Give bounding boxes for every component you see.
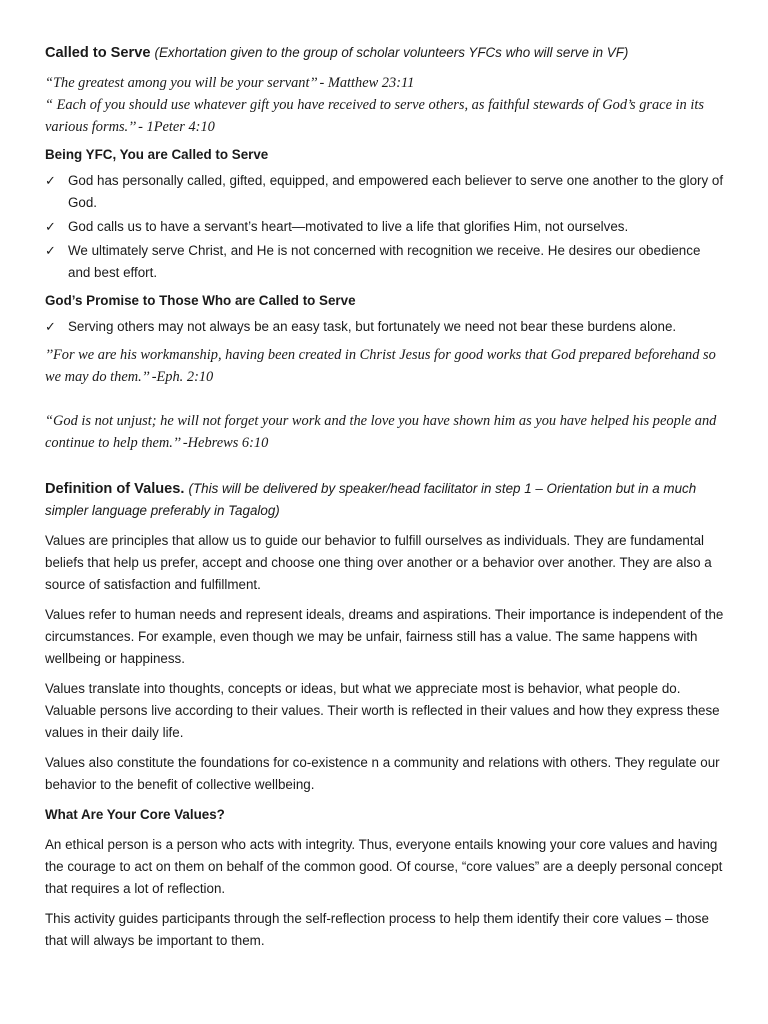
section-subtitle: (This will be delivered by speaker/head facilitator in step 1 – Orientation but in a much simpler language preferably in Tagalog) xyxy=(45,481,697,518)
paragraph: Values are principles that allow us to guide our behavior to fulfill ourselves as individuals. They are fundamental beliefs that help us prefer, accept and choose one thing over another or a behavior over another. They are also a source of satisfaction and fulfillment. xyxy=(45,533,712,592)
list-item-text: God calls us to have a servant’s heart—motivated to live a life that glorifies Him, not ourselves. xyxy=(68,219,629,234)
quote-peter: “ Each of you should use whatever gift you have received to serve others, as faithful stewards of God’s grace in its various forms.’’ - 1Peter 4:10 xyxy=(45,97,704,135)
quote-matthew: “The greatest among you will be your servant’’ - Matthew 23:11 xyxy=(45,75,415,91)
paragraph: Values translate into thoughts, concepts or ideas, but what we appreciate most is behavior, what people do. Valuable persons live according to their values. Their worth is reflected in their values and how they express these values in their daily life. xyxy=(45,681,720,740)
paragraph: Values refer to human needs and represent ideals, dreams and aspirations. Their importance is independent of the circumstances. For example, even though we may be unfair, fairness still has a value. The same happens with wellbeing or happiness. xyxy=(45,607,724,666)
subheading-gods-promise: God’s Promise to Those Who are Called to Serve xyxy=(45,293,356,308)
list-item xyxy=(45,216,725,238)
subheading-core-values: What Are Your Core Values? xyxy=(45,807,225,822)
paragraph: An ethical person is a person who acts with integrity. Thus, everyone entails knowing your core values and having the courage to act on them on behalf of the common good. Of course, “core values” are a deeply personal concept that requires a lot of reflection. xyxy=(45,837,723,896)
paragraph: Values also constitute the foundations for co-existence n a community and relations with others. They regulate our behavior to the benefit of collective wellbeing. xyxy=(45,755,720,792)
check-icon: ✓ xyxy=(45,219,56,234)
list-item xyxy=(45,316,725,338)
list-item xyxy=(45,240,725,284)
list-item-text: We ultimately serve Christ, and He is not concerned with recognition we receive. He desires our obedience and best effort. xyxy=(68,243,701,280)
list-item xyxy=(45,170,725,214)
subheading-being-yfc: Being YFC, You are Called to Serve xyxy=(45,147,269,162)
check-icon: ✓ xyxy=(45,173,56,188)
check-icon: ✓ xyxy=(45,243,56,258)
checklist-gods-promise xyxy=(45,316,725,338)
section-called-to-serve-heading xyxy=(45,42,725,64)
section-definition-of-values-heading xyxy=(45,478,725,522)
paragraph: This activity guides participants through the self-reflection process to help them identify their core values – those that will always be important to them. xyxy=(45,911,709,948)
checklist-called-to-serve xyxy=(45,170,725,284)
list-item-text: Serving others may not always be an easy task, but fortunately we need not bear these burdens alone. xyxy=(68,319,677,334)
document-page xyxy=(45,42,725,960)
check-icon: ✓ xyxy=(45,319,56,334)
section-subtitle: (Exhortation given to the group of scholar volunteers YFCs who will serve in VF) xyxy=(154,45,629,60)
section-title: Definition of Values. xyxy=(45,481,185,497)
quote-ephesians: ’’For we are his workmanship, having been created in Christ Jesus for good works that God prepared beforehand so we may do them.’’ -Eph. 2:10 xyxy=(45,347,716,385)
section-title: Called to Serve xyxy=(45,45,151,61)
list-item-text: God has personally called, gifted, equipped, and empowered each believer to serve one another to the glory of God. xyxy=(68,173,724,210)
quote-hebrews: “God is not unjust; he will not forget your work and the love you have shown him as you have helped his people and continue to help them.’’ -Hebrews 6:10 xyxy=(45,413,717,451)
